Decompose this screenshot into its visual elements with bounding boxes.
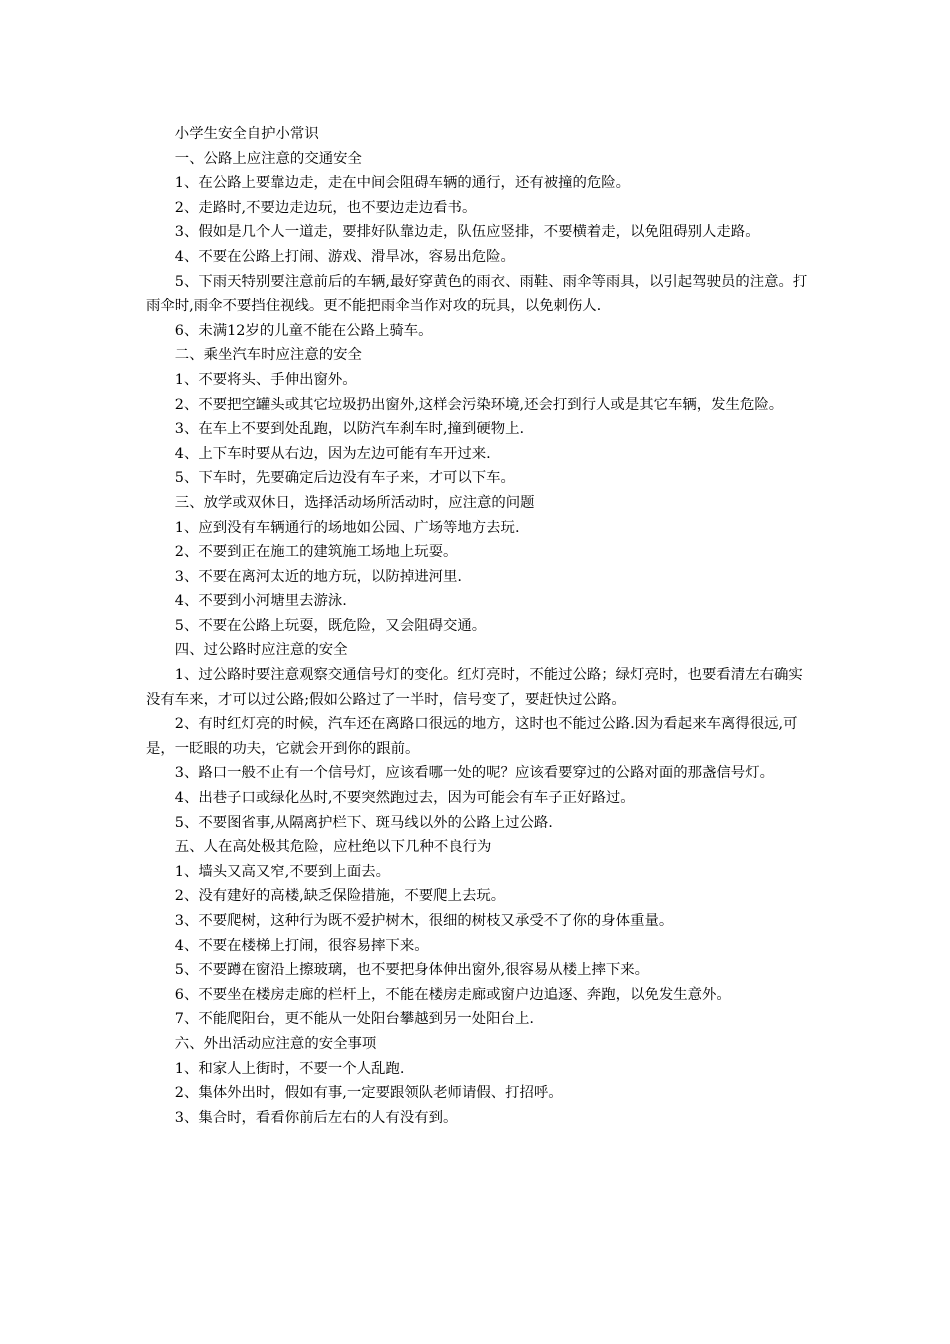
paragraph: 3、路口一般不止有一个信号灯，应该看哪一处的呢？应该看要穿过的公路对面的那盏信号灯。 xyxy=(174,765,774,782)
paragraph: 3、假如是几个人一道走，要排好队靠边走，队伍应竖排，不要横着走，以免阻碍别人走路。 xyxy=(174,224,760,241)
paragraph: 5、下车时，先要确定后边没有车子来，才可以下车。 xyxy=(174,470,515,487)
paragraph: 3、不要在离河太近的地方玩，以防掉进河里. xyxy=(174,568,462,585)
paragraph: 1、在公路上要靠边走，走在中间会阻碍车辆的通行，还有被撞的危险。 xyxy=(174,175,631,192)
paragraph: 7、不能爬阳台，更不能从一处阳台攀越到另一处阳台上. xyxy=(174,1011,534,1028)
paragraph: 5、下雨天特别要注意前后的车辆,最好穿黄色的雨衣、雨鞋、雨伞等雨具，以引起驾驶员的注意。打雨伞时,雨伞不要挡住视线。更不能把雨伞当作对攻的玩具，以免刺伤人. xyxy=(146,273,808,315)
paragraph: 2、走路时,不要边走边玩，也不要边走边看书。 xyxy=(174,199,477,216)
document-page xyxy=(146,122,816,1130)
paragraph: 4、上下车时要从右边，因为左边可能有车开过来. xyxy=(174,445,491,462)
document-title: 小学生安全自护小常识 xyxy=(174,126,319,142)
paragraph: 2、没有建好的高楼,缺乏保险措施，不要爬上去玩。 xyxy=(174,888,506,905)
paragraph: 3、在车上不要到处乱跑，以防汽车刹车时,撞到硬物上. xyxy=(174,421,525,438)
paragraph: 4、不要在楼梯上打闹，很容易摔下来。 xyxy=(174,937,429,954)
paragraph: 6、未满12岁的儿童不能在公路上骑车。 xyxy=(174,322,433,339)
paragraph: 2、不要把空罐头或其它垃圾扔出窗外,这样会污染环境,还会打到行人或是其它车辆，发生危险。 xyxy=(174,396,784,413)
paragraph: 1、过公路时要注意观察交通信号灯的变化。红灯亮时，不能过公路；绿灯亮时，也要看清左右确实没有车来，才可以过公路;假如公路过了一半时，信号变了，要赶快过公路。 xyxy=(146,667,803,708)
section-heading-6: 六、外出活动应注意的安全事项 xyxy=(174,1035,377,1052)
paragraph: 1、和家人上街时，不要一个人乱跑. xyxy=(174,1060,405,1077)
paragraph: 1、不要将头、手伸出窗外。 xyxy=(174,371,357,388)
paragraph: 3、不要爬树，这种行为既不爱护树木，很细的树枝又承受不了你的身体重量。 xyxy=(174,913,674,929)
section-heading-2: 二、乘坐汽车时应注意的安全 xyxy=(174,347,362,364)
section-heading-3: 三、放学或双休日，选择活动场所活动时，应注意的问题 xyxy=(174,494,535,511)
paragraph: 5、不要蹲在窗沿上擦玻璃，也不要把身体伸出窗外,很容易从楼上摔下来。 xyxy=(174,962,650,979)
section-heading-5: 五、人在高处极其危险，应杜绝以下几种不良行为 xyxy=(174,839,492,856)
paragraph: 2、集体外出时，假如有事,一定要跟领队老师请假、打招呼。 xyxy=(174,1085,563,1102)
paragraph: 1、墙头又高又窄,不要到上面去。 xyxy=(174,863,390,880)
section-heading-4: 四、过公路时应注意的安全 xyxy=(174,642,348,659)
section-heading-1: 一、公路上应注意的交通安全 xyxy=(174,150,362,167)
paragraph: 4、不要到小河塘里去游泳. xyxy=(174,593,347,610)
paragraph: 4、不要在公路上打闹、游戏、滑旱冰，容易出危险。 xyxy=(174,248,515,265)
paragraph: 5、不要图省事,从隔离护栏下、斑马线以外的公路上过公路. xyxy=(174,814,553,831)
paragraph: 5、不要在公路上玩耍，既危险，又会阻碍交通。 xyxy=(174,617,487,634)
paragraph: 2、有时红灯亮的时候，汽车还在离路口很远的地方，这时也不能过公路.因为看起来车离得很远,可是，一眨眼的功夫，它就会开到你的跟前。 xyxy=(146,716,798,757)
paragraph: 2、不要到正在施工的建筑施工场地上玩耍。 xyxy=(174,544,458,561)
paragraph: 1、应到没有车辆通行的场地如公园、广场等地方去玩. xyxy=(174,519,520,536)
paragraph: 6、不要坐在楼房走廊的栏杆上，不能在楼房走廊或窗户边追逐、奔跑，以免发生意外。 xyxy=(174,986,731,1003)
paragraph: 3、集合时，看看你前后左右的人有没有到。 xyxy=(174,1109,458,1126)
paragraph: 4、出巷子口或绿化丛时,不要突然跑过去，因为可能会有车子正好路过。 xyxy=(174,790,635,807)
